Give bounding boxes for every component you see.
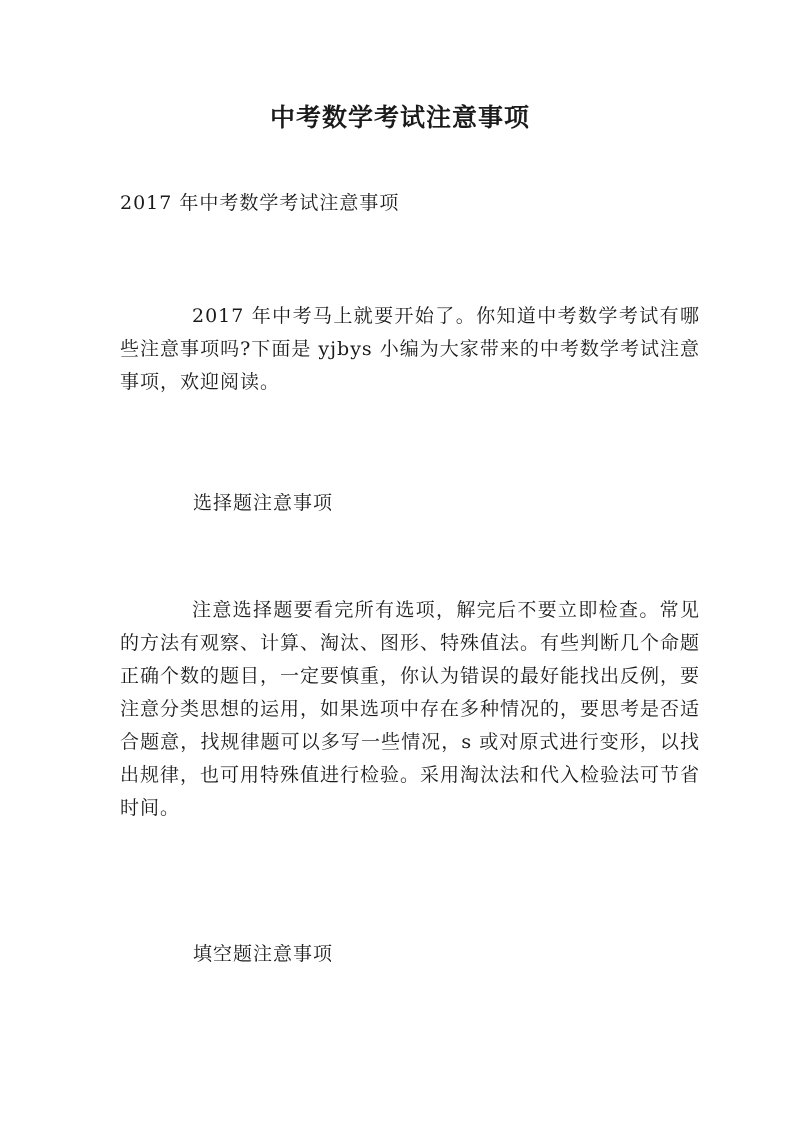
document-title: 中考数学考试注意事项 <box>269 103 530 132</box>
section-heading-choice: 选择题注意事项 <box>193 492 334 514</box>
section-body-choice: 注意选择题要看完所有选项，解完后不要立即检查。常见的方法有观察、计算、淘汰、图形、特殊值法。有些判断几个命题正确个数的题目，一定要慎重，你认为错误的最好能找出反例，要注意分类思想的运用，如果选项中存在多种情况的，要思考是否适合题意，找规律题可以多写一些情况，s 或对原式进行变形，以找出规律，也可用特殊值进行检验。采用淘汰法和代入检验法可节省时间。 <box>120 599 701 819</box>
document-subtitle: 2017 年中考数学考试注意事项 <box>120 192 400 214</box>
intro-paragraph: 2017 年中考马上就要开始了。你知道中考数学考试有哪些注意事项吗?下面是 yjbys 小编为大家带来的中考数学考试注意事项，欢迎阅读。 <box>120 305 700 393</box>
section-heading-fill: 填空题注意事项 <box>193 943 334 965</box>
